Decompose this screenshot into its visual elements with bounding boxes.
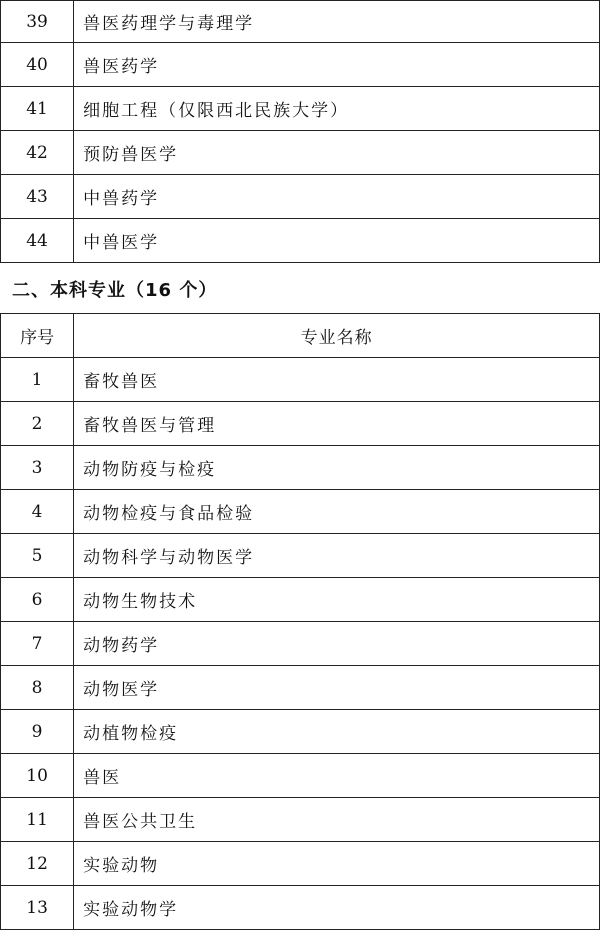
specialty-name: 细胞工程（仅限西北民族大学） xyxy=(74,87,600,131)
row-number: 2 xyxy=(1,402,74,446)
table-row xyxy=(1,402,600,446)
specialty-name: 动物检疫与食品检验 xyxy=(74,490,600,534)
specialty-name: 实验动物学 xyxy=(74,886,600,930)
table-header-row xyxy=(1,314,600,358)
table-row xyxy=(1,534,600,578)
specialty-name: 动物药学 xyxy=(74,622,600,666)
table-row xyxy=(1,622,600,666)
specialty-name: 动物生物技术 xyxy=(74,578,600,622)
table-row xyxy=(1,798,600,842)
table-row xyxy=(1,358,600,402)
specialty-name: 实验动物 xyxy=(74,842,600,886)
undergraduate-specialty-table xyxy=(0,313,600,930)
specialty-name: 动物防疫与检疫 xyxy=(74,446,600,490)
table-row xyxy=(1,578,600,622)
specialty-name: 兽医药学 xyxy=(74,43,600,87)
row-number: 40 xyxy=(1,43,74,87)
table-row xyxy=(1,666,600,710)
table-row xyxy=(1,490,600,534)
table-row xyxy=(1,842,600,886)
specialty-name: 预防兽医学 xyxy=(74,131,600,175)
table-row xyxy=(1,754,600,798)
row-number: 13 xyxy=(1,886,74,930)
row-number: 6 xyxy=(1,578,74,622)
row-number: 39 xyxy=(1,1,74,43)
specialty-name: 兽医公共卫生 xyxy=(74,798,600,842)
row-number: 43 xyxy=(1,175,74,219)
row-number: 12 xyxy=(1,842,74,886)
specialty-name: 动植物检疫 xyxy=(74,710,600,754)
table-row xyxy=(1,87,600,131)
table-row xyxy=(1,175,600,219)
column-header-name: 专业名称 xyxy=(74,314,600,358)
row-number: 8 xyxy=(1,666,74,710)
specialty-name: 畜牧兽医与管理 xyxy=(74,402,600,446)
specialty-name: 畜牧兽医 xyxy=(74,358,600,402)
row-number: 1 xyxy=(1,358,74,402)
row-number: 9 xyxy=(1,710,74,754)
specialty-name: 中兽医学 xyxy=(74,219,600,263)
specialty-name: 兽医药理学与毒理学 xyxy=(74,1,600,43)
table-row xyxy=(1,131,600,175)
table-row xyxy=(1,1,600,43)
specialty-table-continued xyxy=(0,0,600,263)
row-number: 11 xyxy=(1,798,74,842)
column-header-number: 序号 xyxy=(1,314,74,358)
row-number: 4 xyxy=(1,490,74,534)
specialty-name: 动物医学 xyxy=(74,666,600,710)
specialty-name: 兽医 xyxy=(74,754,600,798)
row-number: 42 xyxy=(1,131,74,175)
row-number: 5 xyxy=(1,534,74,578)
table-row xyxy=(1,43,600,87)
section-heading: 二、本科专业（16 个） xyxy=(12,280,218,301)
row-number: 41 xyxy=(1,87,74,131)
row-number: 10 xyxy=(1,754,74,798)
row-number: 44 xyxy=(1,219,74,263)
table-row xyxy=(1,710,600,754)
table-row xyxy=(1,446,600,490)
row-number: 3 xyxy=(1,446,74,490)
table-row xyxy=(1,219,600,263)
table-row xyxy=(1,886,600,930)
specialty-name: 动物科学与动物医学 xyxy=(74,534,600,578)
row-number: 7 xyxy=(1,622,74,666)
specialty-name: 中兽药学 xyxy=(74,175,600,219)
